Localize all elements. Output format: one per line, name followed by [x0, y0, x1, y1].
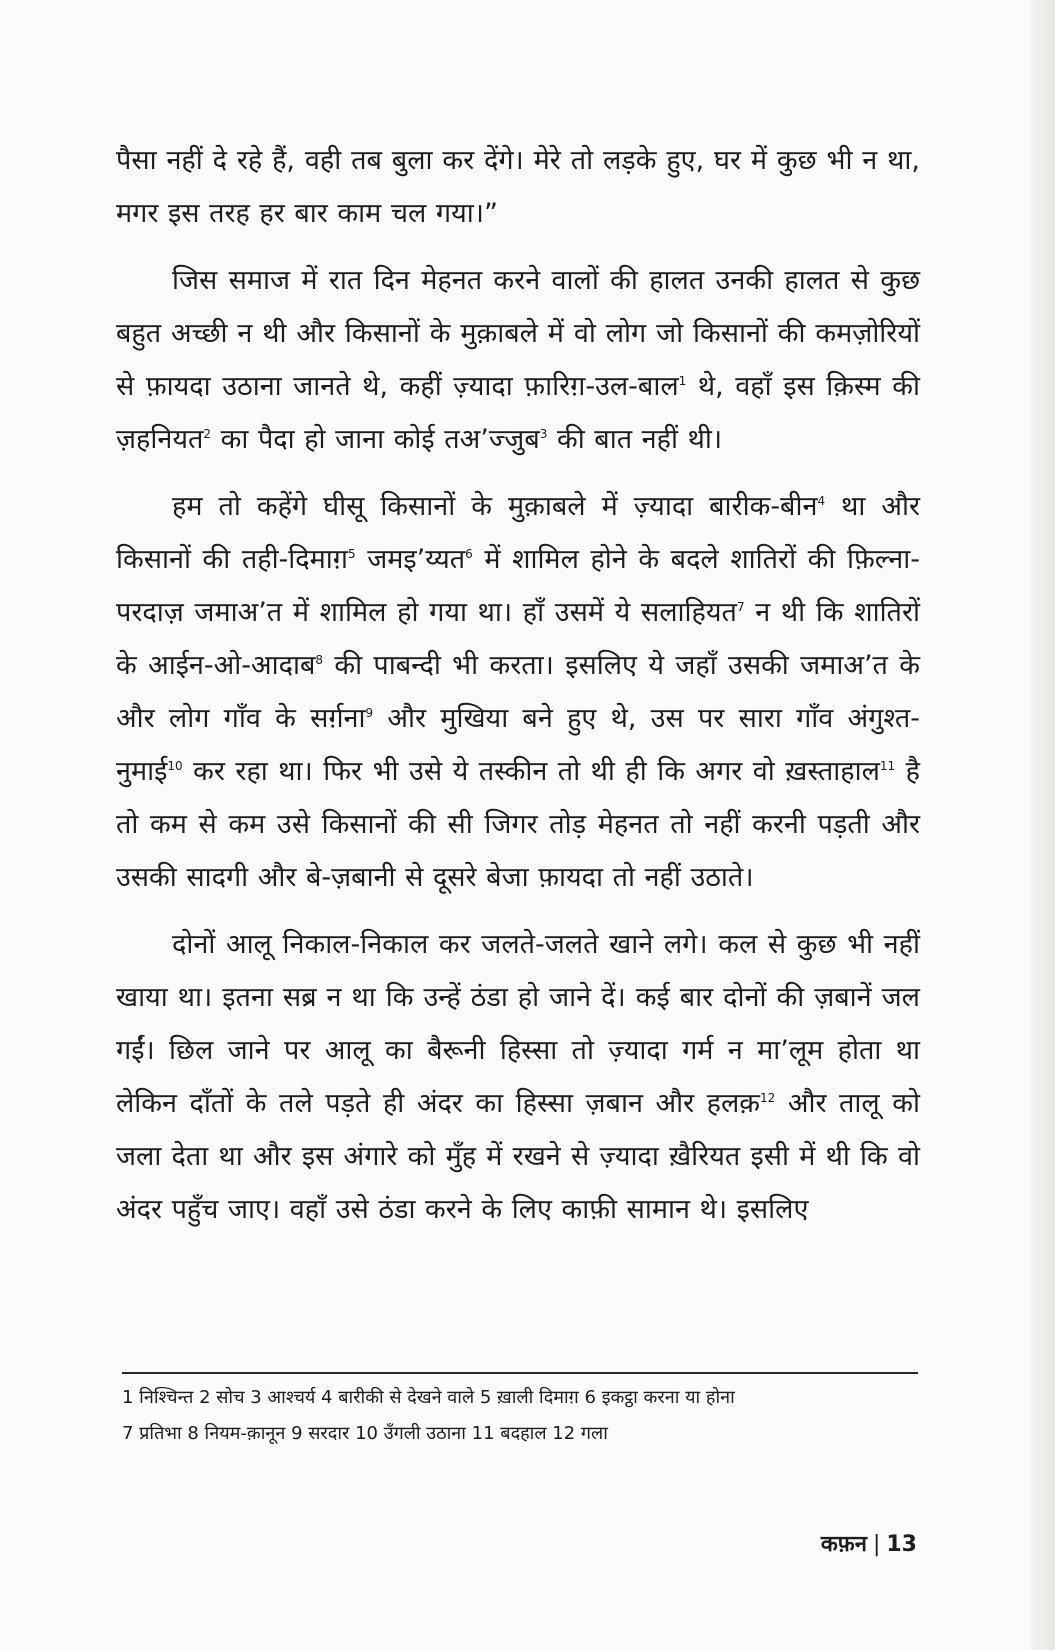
text-run: था और किसानों की तही-दिमाग़	[116, 491, 921, 575]
text-run: कर रहा था। फिर भी उसे ये तस्कीन तो थी ही कि अगर वो ख़स्ताहाल	[182, 756, 880, 787]
text-run: दोनों आलू निकाल-निकाल कर जलते-जलते खाने लगे। कल से कुछ भी नहीं खाया था। इतना सब्र न था कि उन्हें ठंडा हो जाने दें। कई बार दोनों की ज़बानें जल गईं। छिल जाने पर आलू का बैरूनी हिस्सा तो ज़्यादा गर्म न मा’लूम होता था लेकिन दाँतों के तले पड़ते ही अंदर का हिस्सा ज़बान और हलक़	[116, 929, 920, 1119]
text-run: में शामिल होने के बदले शातिरों की फ़िल्ना-परदाज़ जमाअ’त में शामिल हो गया था। हाँ उसमें ये सलाहियत	[116, 544, 921, 628]
footnote-marker: 6	[465, 547, 473, 561]
text-run: जमइ’य्यत	[355, 544, 466, 575]
page-number: 13	[886, 1532, 917, 1557]
footnote-marker: 8	[315, 653, 324, 667]
text-run: की पाबन्दी भी करता। इसलिए ये जहाँ उसकी जमाअ’त के और लोग गाँव के सर्ग़ना	[116, 650, 920, 734]
paragraph	[116, 134, 920, 240]
running-title: कफ़न	[820, 1532, 867, 1557]
footnote-marker: 10	[167, 759, 183, 773]
text-run: जिस समाज में रात दिन मेहनत करने वालों की हालत उनकी हालत से कुछ बहुत अच्छी न थी और किसानों के मुक़ाबले में वो लोग जो किसानों की कमज़ोरियों से फ़ायदा उठाना जानते थे, कहीं ज़्यादा फ़ारिग़-उल-बाल	[116, 265, 920, 402]
page-footer	[821, 1528, 917, 1558]
footnote-marker: 9	[365, 706, 374, 720]
text-run: का पैदा हो जाना कोई तअ’ज्जुब	[211, 424, 540, 455]
footnote-marker: 12	[760, 1091, 776, 1105]
footnotes	[122, 1380, 922, 1452]
paragraph	[116, 918, 920, 1236]
footer-separator: |	[872, 1532, 881, 1557]
text-run: की बात नहीं थी।	[547, 424, 723, 455]
footnote-marker: 3	[539, 427, 548, 441]
text-run: पैसा नहीं दे रहे हैं, वही तब बुला कर देंगे। मेरे तो लड़के हुए, घर में कुछ भी न था, मगर इस तरह हर बार काम चल गया।”	[116, 145, 920, 229]
text-run: थे, वहाँ इस क़िस्म की ज़हनियत	[116, 371, 920, 455]
footnote-rule	[122, 1372, 918, 1374]
footnote-marker: 1	[678, 374, 687, 388]
text-run: है तो कम से कम उसे किसानों की सी जिगर तोड़ मेहनत तो नहीं करनी पड़ती और उसकी सादगी और बे-ज़बानी से दूसरे बेजा फ़ायदा तो नहीं उठाते।	[116, 756, 920, 893]
footnote-marker: 7	[736, 600, 745, 614]
footnote-marker: 5	[347, 547, 356, 561]
text-run: न थी कि शातिरों के आईन-ओ-आदाब	[116, 597, 920, 681]
paragraph	[116, 480, 920, 904]
text-run: और मुखिया बने हुए थे, उस पर सारा गाँव अंगुश्त-नुमाई	[116, 703, 920, 787]
body-text	[116, 134, 920, 1250]
text-run: हम तो कहेंगे घीसू किसानों के मुक़ाबले में ज़्यादा बारीक-बीन	[172, 491, 818, 522]
footnote-marker: 2	[203, 427, 212, 441]
footnote-marker: 4	[817, 494, 826, 508]
text-run: और तालू को जला देता था और इस अंगारे को मुँह में रखने से ज़्यादा ख़ैरियत इसी में थी कि वो अंदर पहुँच जाए। वहाँ उसे ठंडा करने के लिए काफ़ी सामान थे। इसलिए	[116, 1088, 920, 1225]
footnote-line-2: 7 प्रतिभा 8 नियम-क़ानून 9 सरदार 10 उँगली उठाना 11 बदहाल 12 गला	[122, 1423, 608, 1444]
page-edge-shadow	[1031, 0, 1055, 1650]
footnote-marker: 11	[879, 759, 896, 773]
footnote-line-1: 1 निश्चिन्त 2 सोच 3 आश्चर्य 4 बारीकी से देखने वाले 5 ख़ाली दिमाग़ 6 इकट्ठा करना या होना	[122, 1387, 735, 1408]
paragraph	[116, 254, 920, 466]
